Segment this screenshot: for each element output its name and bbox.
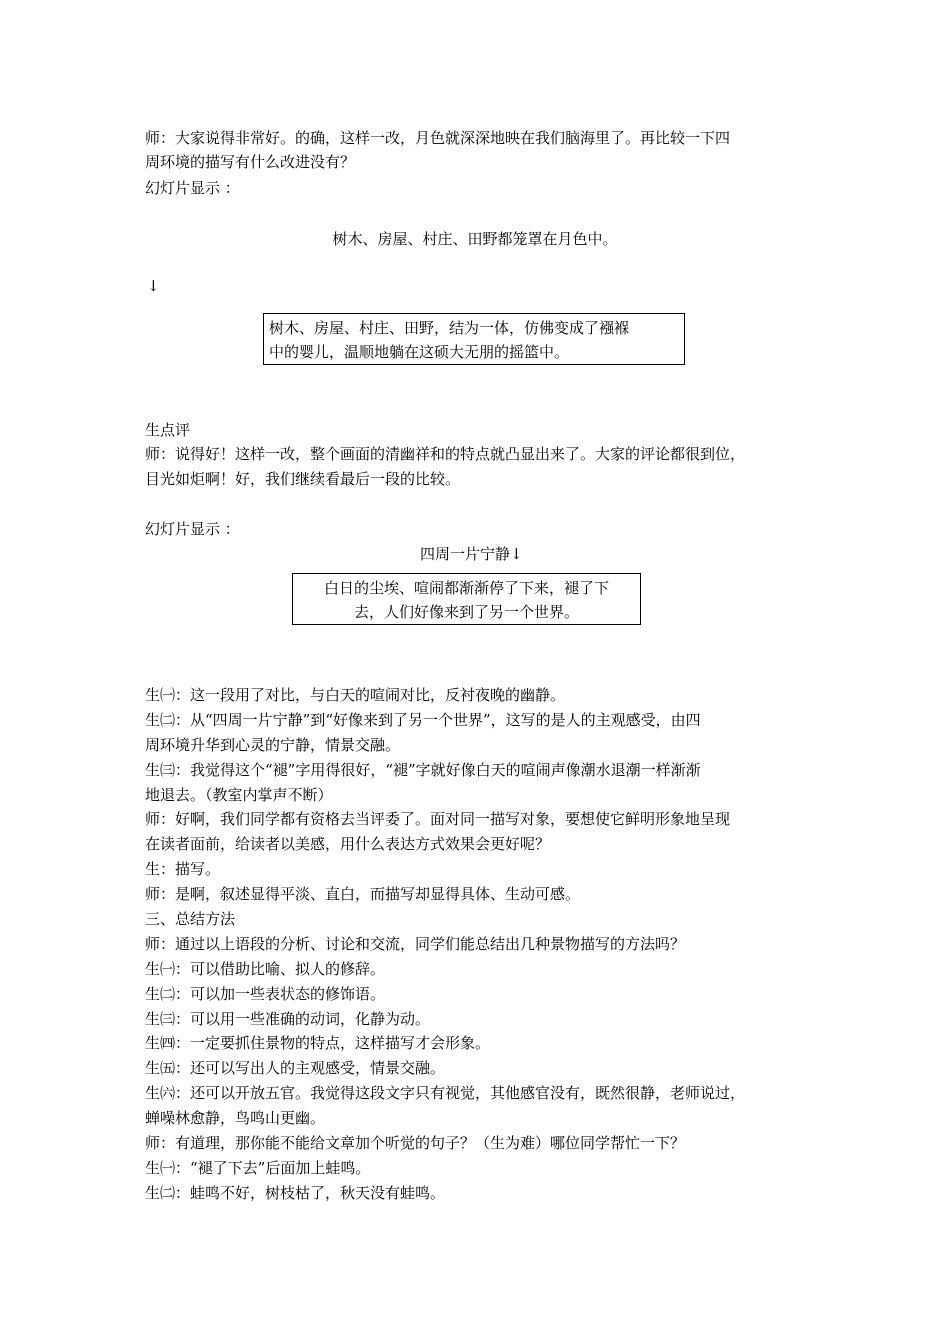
dialogue-line: 师：好啊，我们同学都有资格去当评委了。面对同一描写对象，要想使它鲜明形象地呈现 [145, 810, 731, 828]
dialogue-line: 生㈢：我觉得这个“褪”字用得很好，“褪”字就好像白天的喧闹声像潮水退潮一样渐渐 [145, 761, 701, 779]
slide2-original-sentence [420, 542, 620, 566]
slide1-revised-line2: 中的婴儿，温顺地躺在这硕大无朋的摇篮中。 [269, 343, 570, 361]
dialogue-line: 生㈢：可以用一些准确的动词，化静为动。 [145, 1010, 431, 1028]
dialogue-line: 生：描写。 [145, 860, 221, 878]
dialogue-line: 周环境升华到心灵的宁静，情景交融。 [145, 736, 401, 754]
slide2-revised-line2: 去，人们好像来到了另一个世界。 [353, 603, 579, 621]
slide2-original-text: 四周一片宁静 [420, 545, 511, 563]
student-review-label: 生点评 [145, 421, 191, 439]
dialogue-line: 师：通过以上语段的分析、讨论和交流，同学们能总结出几种景物描写的方法吗？ [145, 935, 686, 953]
para2-line1: 师：说得好！这样一改，整个画面的清幽祥和的特点就凸显出来了。大家的评论都很到位， [145, 445, 746, 463]
dialogue-line: 生㈥：还可以开放五官。我觉得这段文字只有视觉，其他感官没有，既然很静，老师说过， [145, 1084, 746, 1102]
down-arrow-icon: ↓ [147, 277, 160, 295]
dialogue-line: 师：是啊，叙述显得平淡、直白，而描写却显得具体、生动可感。 [145, 885, 581, 903]
dialogue-line: 在读者面前，给读者以美感，用什么表达方式效果会更好呢？ [145, 835, 551, 853]
para1-line1: 师：大家说得非常好。的确，这样一改，月色就深深地映在我们脑海里了。再比较一下四 [145, 129, 731, 147]
dialogue-line: 生㈡：从“四周一片宁静”到“好像来到了另一个世界”，这写的是人的主观感受，由四 [145, 711, 701, 729]
slide2-revised-line1: 白日的尘埃、喧闹都渐渐停了下来，褪了下 [323, 579, 609, 597]
dialogue-line: 生㈤：还可以写出人的主观感受，情景交融。 [145, 1059, 446, 1077]
slide2-revised-box [292, 573, 641, 625]
slide1-label: 幻灯片显示 ： [145, 179, 240, 197]
slide2-label: 幻灯片显示 ： [145, 520, 240, 538]
dialogue-line: 师：有道理，那你能不能给文章加个听觉的句子？（生为难）哪位同学帮忙一下？ [145, 1134, 686, 1152]
dialogue-line: 生㈠：“褪了下去”后面加上蛙鸣。 [145, 1159, 371, 1177]
para1-line2: 周环境的描写有什么改进没有？ [145, 153, 356, 171]
dialogue-line: 生㈠：这一段用了对比，与白天的喧闹对比，反衬夜晚的幽静。 [145, 686, 566, 704]
dialogue-line: 蝉噪林愈静，鸟鸣山更幽。 [145, 1109, 326, 1127]
dialogue-line: 地退去。（教室内掌声不断） [145, 786, 333, 804]
dialogue-line: 生㈡：可以加一些表状态的修饰语。 [145, 985, 386, 1003]
slide1-original-sentence: 树木、房屋、村庄、田野都笼罩在月色中。 [332, 230, 618, 248]
dialogue-line: 生㈡：蛙鸣不好，树枝枯了，秋天没有蛙鸣。 [145, 1184, 446, 1202]
dialogue-line: 生㈠：可以借助比喻、拟人的修辞。 [145, 960, 386, 978]
para2-line2: 目光如炬啊！好，我们继续看最后一段的比较。 [145, 470, 461, 488]
dialogue-line: 生㈣：一定要抓住景物的特点，这样描写才会形象。 [145, 1034, 491, 1052]
down-arrow-icon: ↓ [510, 545, 523, 563]
slide1-revised-line1: 树木、房屋、村庄、田野，结为一体，仿佛变成了襁褓 [269, 319, 630, 337]
slide1-revised-box [263, 313, 685, 365]
section-heading: 三、总结方法 [145, 910, 236, 928]
